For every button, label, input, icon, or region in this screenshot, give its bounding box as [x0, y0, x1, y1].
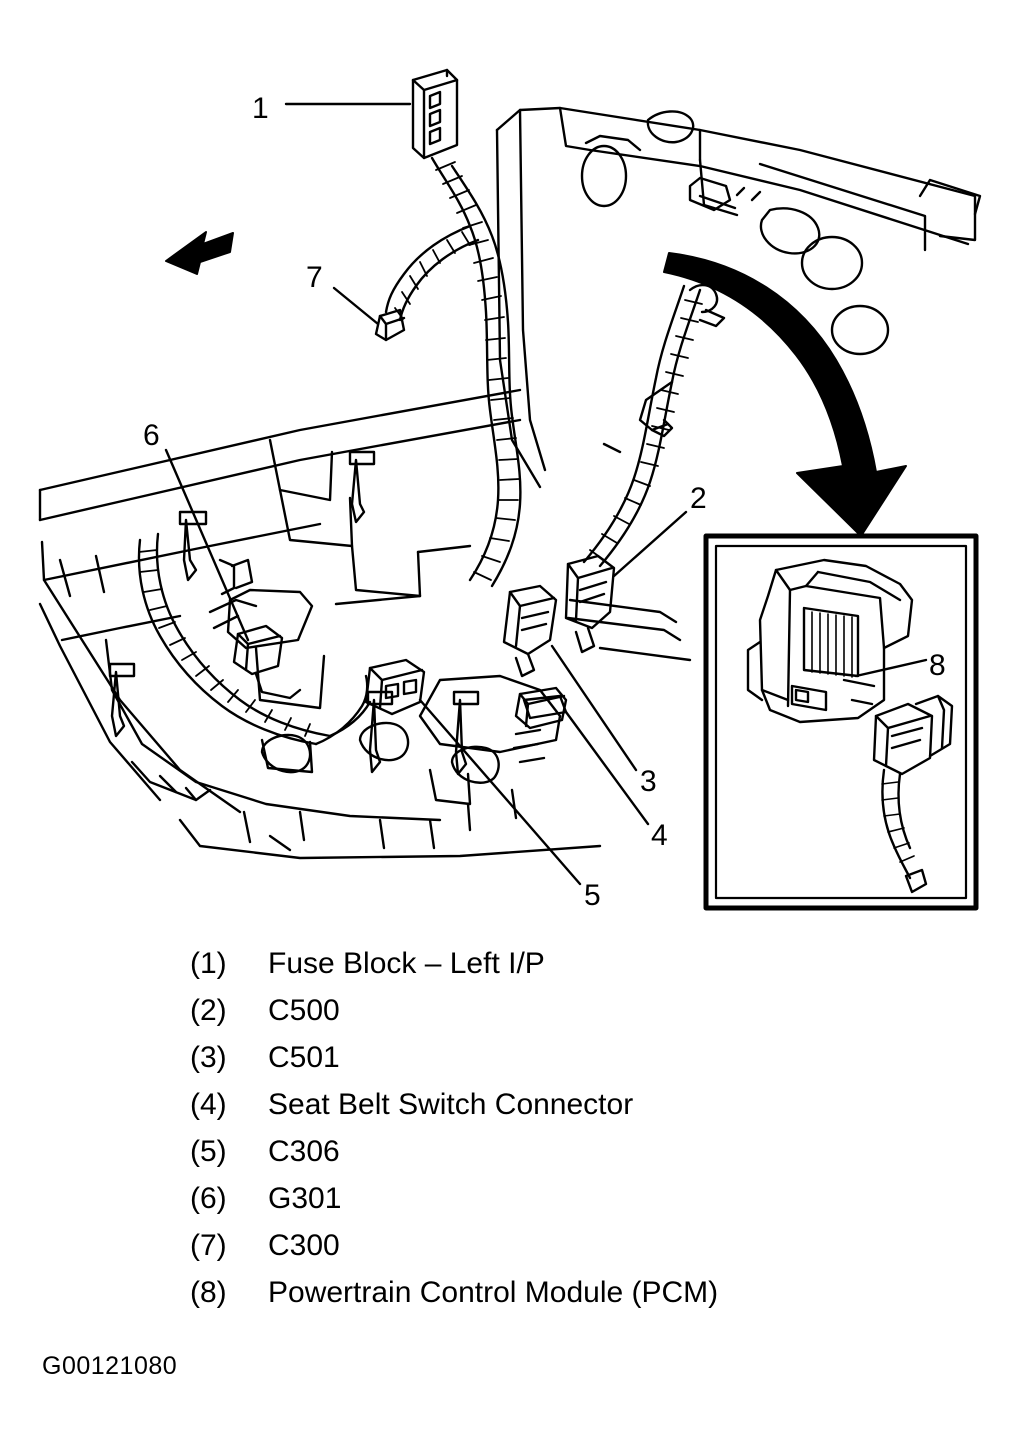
callout-6: 6 [143, 419, 160, 452]
legend-item [190, 1180, 990, 1218]
direction-arrow-icon [166, 232, 233, 274]
figure-id-code: G00121080 [42, 1352, 178, 1380]
legend-label: C501 [268, 1041, 340, 1074]
callout-7: 7 [306, 261, 323, 294]
legend-key: (4) [190, 1088, 227, 1121]
callout-4: 4 [651, 819, 668, 852]
legend-label: C300 [268, 1229, 340, 1262]
legend-item [190, 1133, 990, 1171]
callout-8: 8 [929, 649, 946, 682]
callout-1: 1 [252, 92, 269, 125]
legend-label: C500 [268, 994, 340, 1027]
legend-item [190, 1039, 990, 1077]
legend-item [190, 945, 990, 983]
legend-label: G301 [268, 1182, 342, 1215]
legend-label: Fuse Block – Left I/P [268, 947, 545, 980]
legend-key: (5) [190, 1135, 227, 1168]
legend-label: Powertrain Control Module (PCM) [268, 1276, 719, 1309]
callout-2: 2 [690, 482, 707, 515]
legend-list [190, 945, 990, 1321]
legend-key: (1) [190, 947, 227, 980]
legend-item [190, 1274, 990, 1312]
callout-5: 5 [584, 879, 601, 912]
legend-label: Seat Belt Switch Connector [268, 1088, 634, 1121]
leader-6 [166, 450, 248, 640]
legend-item [190, 1086, 990, 1124]
fuse-block-connector [413, 70, 457, 158]
legend-key: (3) [190, 1041, 227, 1074]
legend-label: C306 [268, 1135, 340, 1168]
g301-ground [234, 626, 300, 698]
legend-key: (7) [190, 1229, 227, 1262]
c306-connector [366, 660, 424, 714]
legend-key: (2) [190, 994, 227, 1027]
legend-key: (8) [190, 1276, 227, 1309]
c501-connector [504, 586, 556, 676]
legend-item [190, 1227, 990, 1265]
legend-item [190, 992, 990, 1030]
callout-3: 3 [640, 765, 657, 798]
pcm-inset-panel [706, 536, 976, 908]
legend-key: (6) [190, 1182, 227, 1215]
leader-7 [334, 288, 378, 324]
c300-connector [376, 310, 404, 340]
